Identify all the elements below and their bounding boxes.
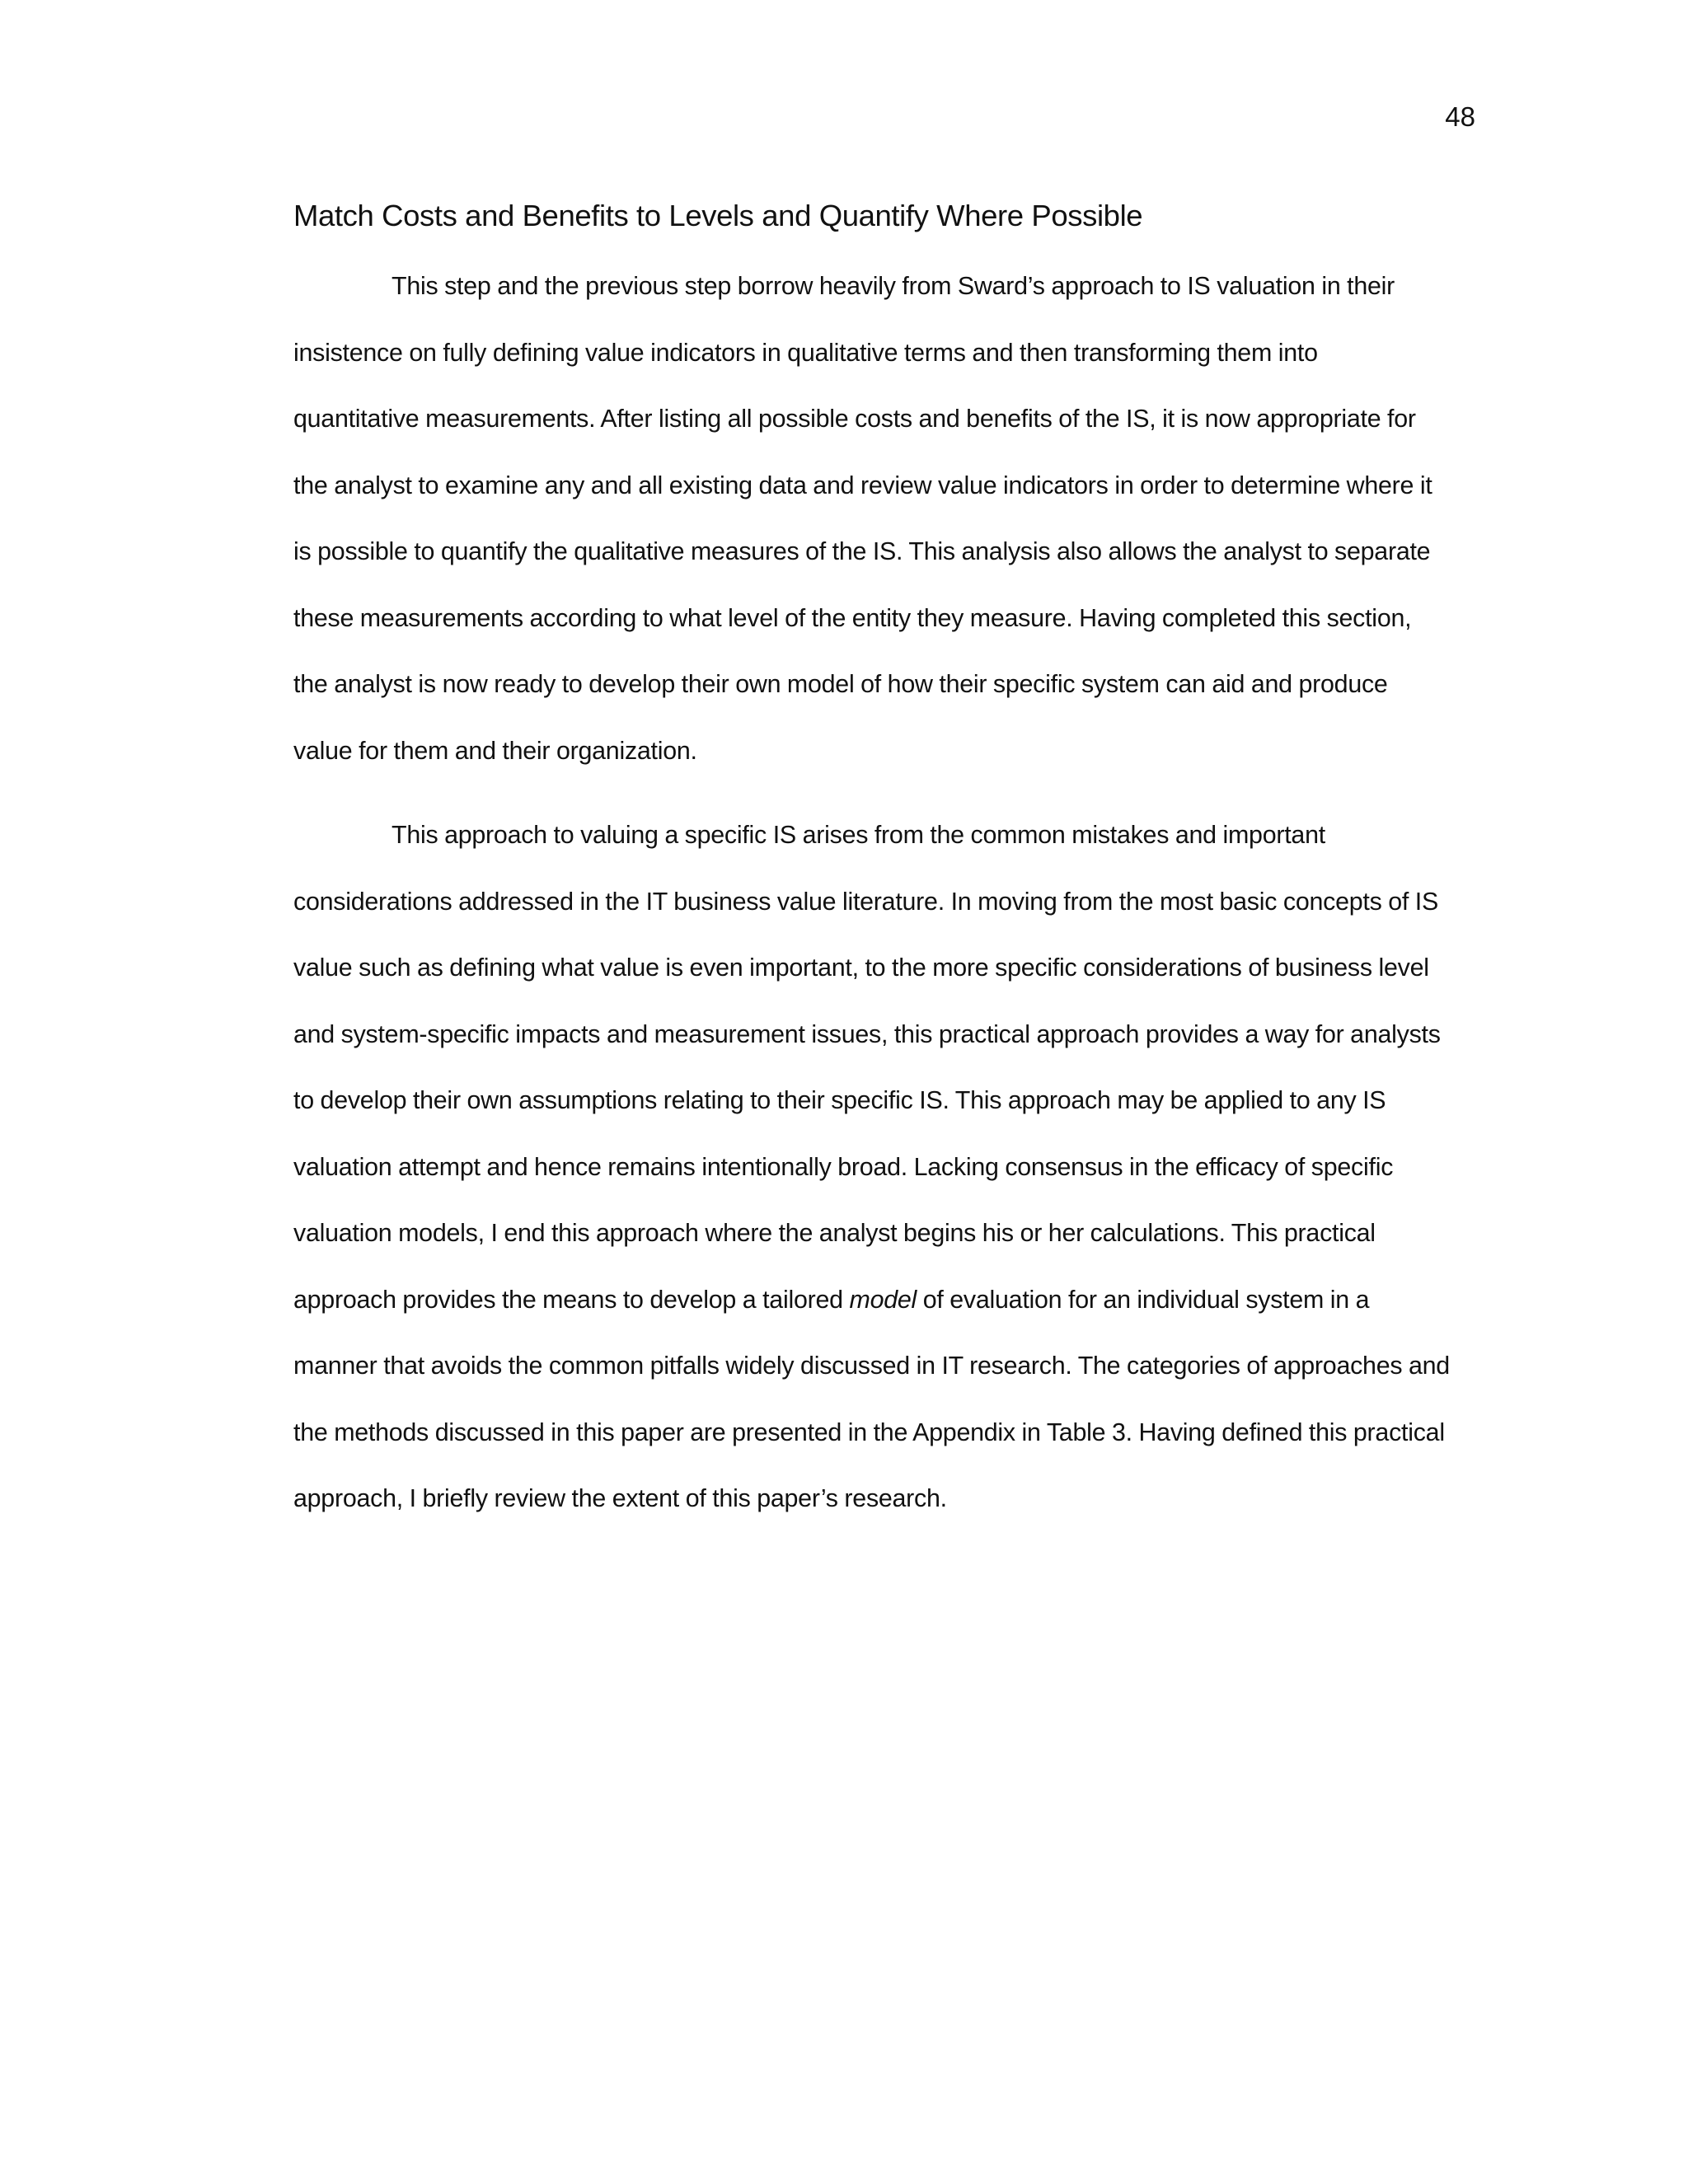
italic-term: model: [849, 1285, 917, 1314]
paragraph-1: [293, 265, 1480, 796]
section-heading: Match Costs and Benefits to Levels and Quantify Where Possible: [293, 199, 1143, 232]
line-text-before: approach provides the means to develop a tailored: [293, 1285, 850, 1314]
paragraph-line: approach, I briefly review the extent of this paper’s research.: [293, 1484, 947, 1512]
paragraph-line: This approach to valuing a specific IS arises from the common mistakes and important: [392, 821, 1325, 849]
paragraph-line: considerations addressed in the IT business value literature. In moving from the most basic concepts of IS: [293, 887, 1438, 916]
paragraph-line: value such as defining what value is even important, to the more specific considerations of business level: [293, 954, 1429, 982]
paragraph-line: and system-specific impacts and measurement issues, this practical approach provides a way for analysts: [293, 1019, 1441, 1048]
paragraph-2: [293, 814, 1480, 1544]
page-number: 48: [1445, 101, 1475, 132]
paragraph-line: value for them and their organization.: [293, 736, 697, 765]
paragraph-line: is possible to quantify the qualitative measures of the IS. This analysis also allows the analyst to separate: [293, 537, 1431, 565]
paragraph-line: valuation attempt and hence remains intentionally broad. Lacking consensus in the efficacy of specific: [293, 1152, 1394, 1181]
paragraph-line: the methods discussed in this paper are presented in the Appendix in Table 3. Having defined this practical: [293, 1418, 1445, 1446]
line-text-after: of evaluation for an individual system in a: [917, 1285, 1370, 1314]
paragraph-line: these measurements according to what level of the entity they measure. Having completed this section,: [293, 603, 1412, 632]
paragraph-line: quantitative measurements. After listing all possible costs and benefits of the IS, it is now appropriate for: [293, 405, 1416, 433]
paragraph-line: the analyst to examine any and all existing data and review value indicators in order to determine where it: [293, 471, 1432, 499]
paragraph-line: to develop their own assumptions relating to their specific IS. This approach may be applied to any IS: [293, 1086, 1386, 1114]
paragraph-line: valuation models, I end this approach where the analyst begins his or her calculations. This practical: [293, 1219, 1376, 1247]
paragraph-line-with-italic: [293, 1279, 1480, 1346]
paragraph-line: This step and the previous step borrow heavily from Sward’s approach to IS valuation in their: [392, 272, 1395, 300]
paragraph-line: the analyst is now ready to develop their own model of how their specific system can aid and produce: [293, 670, 1388, 698]
paragraph-line: insistence on fully defining value indicators in qualitative terms and then transforming them into: [293, 338, 1318, 367]
paragraph-line: manner that avoids the common pitfalls widely discussed in IT research. The categories of approaches and: [293, 1352, 1450, 1380]
